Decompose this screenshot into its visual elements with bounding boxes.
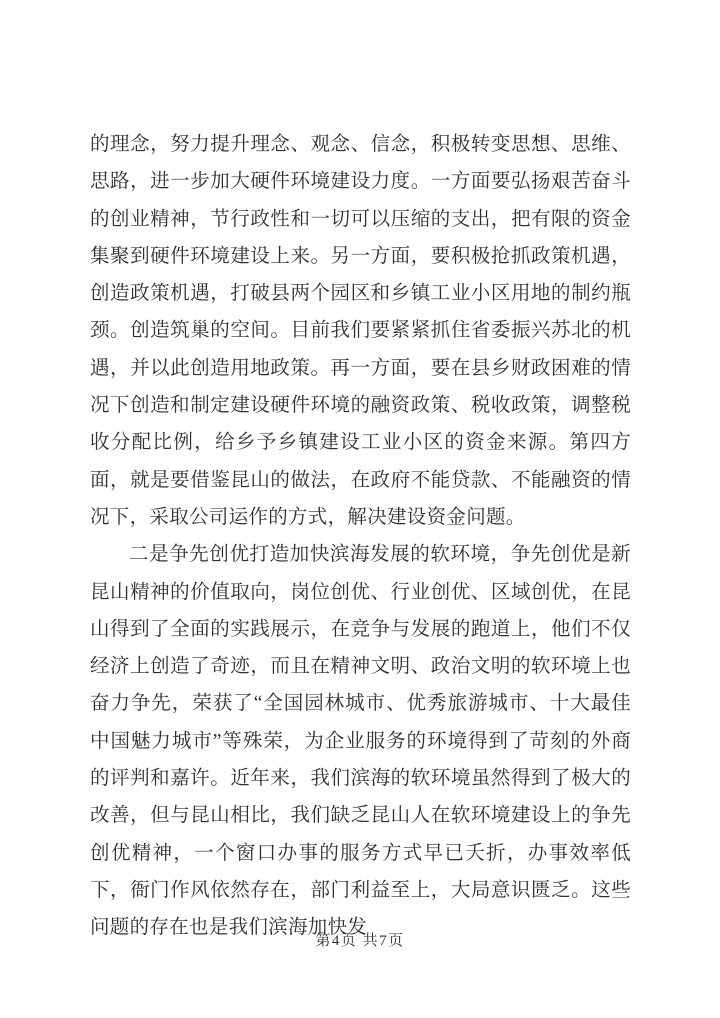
page-number-footer: 第4页 共7页 bbox=[315, 933, 405, 949]
body-paragraph: 的理念，努力提升理念、观念、信念，积极转变思想、思维、思路，进一步加大硬件环境建设力度。一方面要弘扬艰苦奋斗的创业精神，节行政性和一切可以压缩的支出，把有限的资金集聚到硬件环境建设上来。另一方面，要积极抢抓政策机遇，创造政策机遇，打破县两个园区和乡镇工业小区用地的制约瓶颈。创造筑巢的空间。目前我们要紧紧抓住省委振兴苏北的机遇，并以此创造用地政策。再一方面，要在县乡财政困难的情况下创造和制定建设硬件环境的融资政策、税收政策，调整税收分配比例，给乡予乡镇建设工业小区的资金来源。第四方面，就是要借鉴昆山的做法，在政府不能贷款、不能融资的情况下，采取公司运作的方式，解决建设资金问题。 bbox=[90, 134, 631, 528]
body-paragraph: 二是争先创优打造加快滨海发展的软环境，争先创优是新昆山精神的价值取向，岗位创优、行业创优、区域创优，在昆山得到了全面的实践展示，在竞争与发展的跑道上，他们不仅经济上创造了奇迹，而且在精神文明、政治文明的软环境上也奋力争先，荣获了“全国园林城市、优秀旅游城市、十大最佳中国魅力城市”等殊荣，为企业服务的环境得到了苛刻的外商的评判和嘉许。近年来，我们滨海的软环境虽然得到了极大的改善，但与昆山相比，我们缺乏昆山人在软环境建设上的争先创优精神，一个窗口办事的服务方式早已夭折，办事效率低下，衙门作风依然存在，部门利益至上，大局意识匮乏。这些问题的存在也是我们滨海加快发 bbox=[90, 544, 631, 939]
page-body bbox=[90, 126, 631, 947]
